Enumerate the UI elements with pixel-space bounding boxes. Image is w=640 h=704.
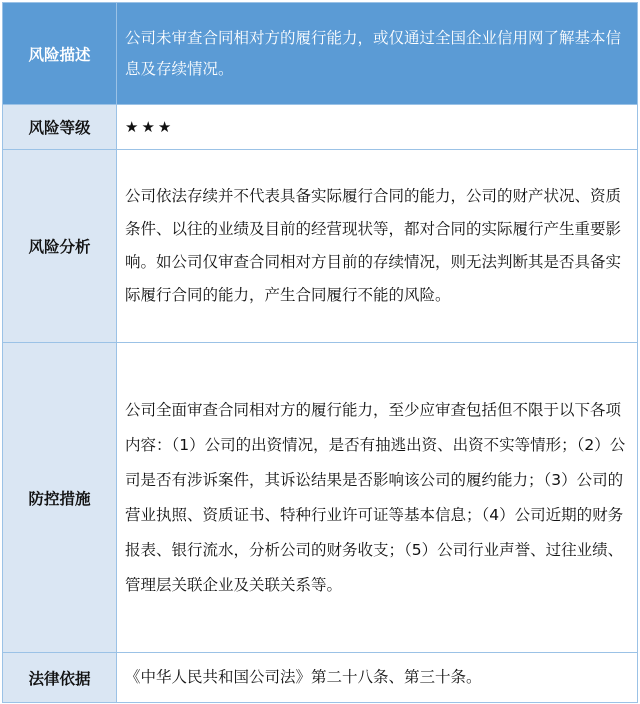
control-measures-label: 防控措施 xyxy=(3,343,116,652)
control-measures-content xyxy=(116,343,637,652)
legal-basis-label: 法律依据 xyxy=(3,653,116,702)
risk-analysis-content xyxy=(116,150,637,342)
risk-table xyxy=(2,2,638,703)
row-risk-level xyxy=(3,105,637,149)
risk-description-content xyxy=(116,3,637,104)
control-measures-text: 公司全面审查合同相对方的履行能力，至少应审查包括但不限于以下各项内容：（1）公司的出资情况，是否有抽逃出资、出资不实等情形；（2）公司是否有涉诉案件，其诉讼结果是否影响该公司的履约能力；（3）公司的营业执照、资质证书、特种行业许可证等基本信息；（4）公司近期的财务报表、银行流水，分析公司的财务收支；（5）公司行业声誉、过往业绩、管理层关联企业及关联关系等。 xyxy=(125,400,626,594)
row-legal-basis xyxy=(3,653,637,702)
risk-description-label: 风险描述 xyxy=(3,3,116,104)
risk-level-label: 风险等级 xyxy=(3,105,116,149)
row-control-measures xyxy=(3,343,637,652)
legal-basis-text: 《中华人民共和国公司法》第二十八条、第三十条。 xyxy=(125,668,482,686)
legal-basis-content xyxy=(116,653,637,702)
row-risk-description xyxy=(3,3,637,104)
risk-level-stars: ★★★ xyxy=(125,117,175,136)
risk-description-text: 公司未审查合同相对方的履行能力，或仅通过全国企业信用网了解基本信息及存续情况。 xyxy=(125,28,622,78)
row-risk-analysis xyxy=(3,150,637,342)
risk-analysis-text: 公司依法存续并不代表具备实际履行合同的能力，公司的财产状况、资质条件、以往的业绩及目前的经营现状等，都对合同的实际履行产生重要影响。如公司仅审查合同相对方目前的存续情况，则无法判断其是否具备实际履行合同的能力，产生合同履行不能的风险。 xyxy=(125,187,622,304)
risk-analysis-label: 风险分析 xyxy=(3,150,116,342)
risk-level-content xyxy=(116,105,637,149)
